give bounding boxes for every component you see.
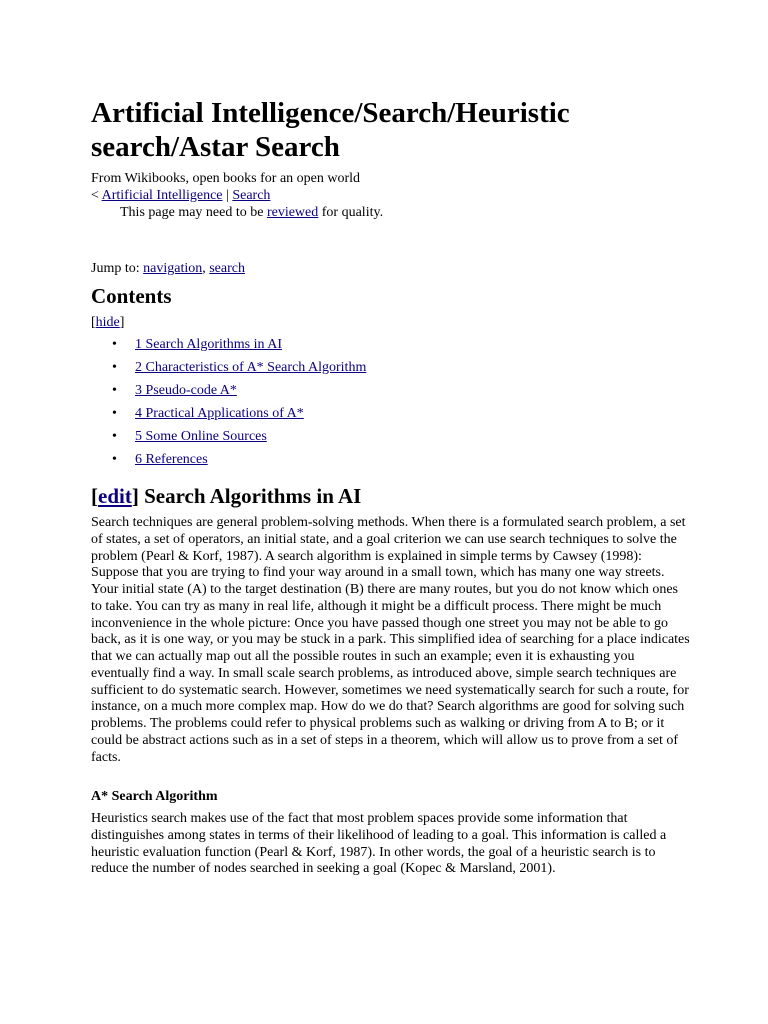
section-paragraph: Heuristics search makes use of the fact that most problem spaces provide some information that distinguishes among states in terms of their likelihood of leading to a goal. This information is called a heuristic evaluation function (Pearl & Korf, 1987). In other words, the goal of a heuristic search is to reduce the number of nodes searched in seeking a goal (Kopec & Marsland, 2001). [91, 811, 667, 877]
toc-link-characteristics[interactable]: 2 Characteristics of A* Search Algorithm [135, 360, 367, 375]
breadcrumb-link-artificial-intelligence[interactable]: Artificial Intelligence [101, 188, 223, 203]
toc-link-online-sources[interactable]: 5 Some Online Sources [135, 429, 267, 444]
table-of-contents [91, 336, 366, 474]
site-tagline: From Wikibooks, open books for an open world [91, 171, 361, 186]
toc-item [91, 336, 366, 359]
reviewed-link[interactable]: reviewed [266, 205, 319, 220]
toc-link-pseudo-code[interactable]: 3 Pseudo-code A* [135, 383, 237, 398]
edit-bracket-close: ] [131, 484, 139, 508]
edit-bracket-open: [ [91, 484, 98, 508]
bullet-icon: • [112, 383, 117, 398]
bullet-icon: • [112, 406, 117, 421]
contents-heading: Contents [91, 284, 172, 308]
jump-to-comma: , [202, 261, 210, 276]
toc-link-search-algorithms[interactable]: 1 Search Algorithms in AI [135, 337, 282, 352]
section-heading-search-algorithms [91, 483, 361, 509]
toc-item [91, 428, 366, 451]
bullet-icon: • [112, 360, 117, 375]
jump-to-navigation-link[interactable]: navigation [143, 261, 203, 276]
page-title: Artificial Intelligence/Search/Heuristic search/Astar Search [91, 97, 570, 163]
toc-hide-link[interactable]: hide [95, 315, 120, 330]
breadcrumb-separator: | [222, 188, 233, 203]
jump-to-label: Jump to: [91, 261, 144, 276]
toc-item [91, 382, 366, 405]
review-notice-after: for quality. [318, 205, 384, 220]
bullet-icon: • [112, 337, 117, 352]
section-heading-text: Search Algorithms in AI [138, 484, 362, 508]
toc-item [91, 359, 366, 382]
section-paragraph: Search techniques are general problem-solving methods. When there is a formulated search problem, a set of states, a set of operators, an initial state, and a goal criterion we can use search techniques to solve the problem (Pearl & Korf, 1987). A search algorithm is explained in simple terms by Cawsey (1998): Suppose that you are trying to find your way around in a small town, which has many one way streets. Your initial state (A) to the target destination (B) there are many routes, but you do not know which ones to take. You can try as many in real life, although it might be a difficult process. There might be much inconvenience in the whole picture: Once you have passed though one street you may not be able to go back, as it is one way, or you may be stuck in a park. This simplified idea of searching for a place indicates that we can actually map out all the possible routes in such an example; even it is exhausting you eventually find a way. In small scale search problems, as introduced above, simple search techniques are sufficient to do systematic search. However, sometimes we need systematically search for such a route, for instance, on a much more complex map. How do we do that? Search algorithms are good for solving such problems. The problems could refer to physical problems such as walking or driving from A to B; or it could be abstract actions such as in a set of steps in a theorem, which will allow us to prove from a set of facts. [91, 515, 690, 765]
breadcrumb-link-search[interactable]: Search [232, 188, 271, 203]
subheading-astar: A* Search Algorithm [91, 789, 218, 804]
breadcrumb-prefix: < [91, 188, 102, 203]
breadcrumb [91, 187, 270, 204]
bullet-icon: • [112, 452, 117, 467]
review-notice [120, 204, 383, 221]
jump-to [91, 260, 245, 277]
toc-item [91, 451, 366, 474]
toc-toggle [91, 314, 124, 331]
edit-section-link[interactable]: edit [98, 484, 132, 508]
review-notice-before: This page may need to be [120, 205, 267, 220]
toc-toggle-close: ] [119, 315, 125, 330]
toc-link-practical-applications[interactable]: 4 Practical Applications of A* [135, 406, 304, 421]
toc-item [91, 405, 366, 428]
toc-link-references[interactable]: 6 References [135, 452, 208, 467]
toc-toggle-open: [ [91, 315, 96, 330]
bullet-icon: • [112, 429, 117, 444]
jump-to-search-link[interactable]: search [209, 261, 245, 276]
